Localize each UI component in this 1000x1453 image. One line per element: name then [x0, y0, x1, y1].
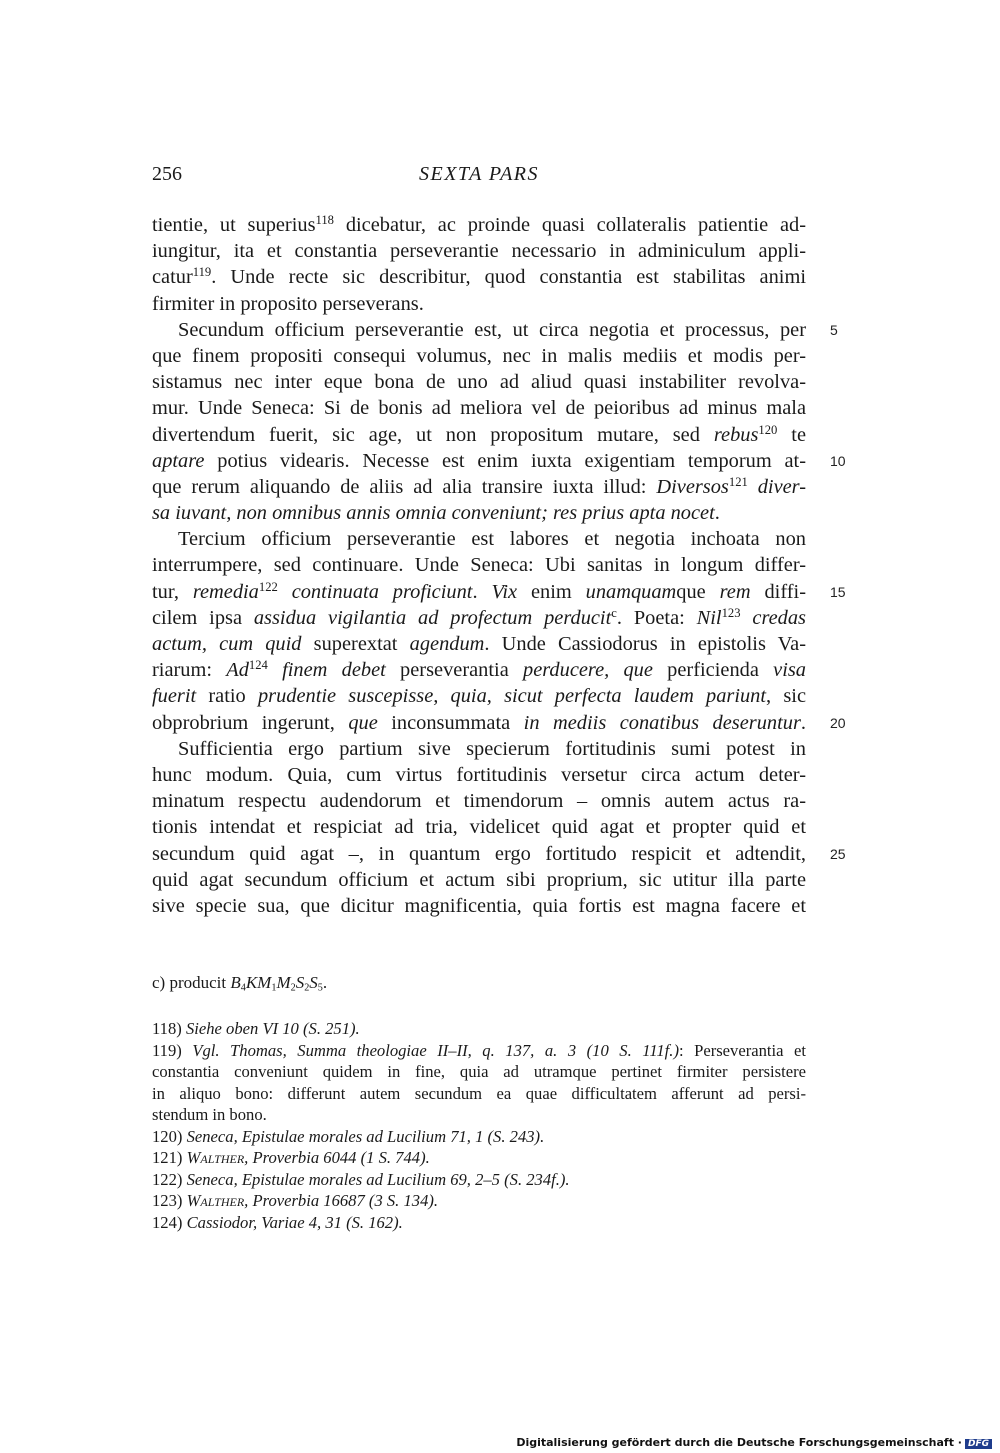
- text-run: 4: [240, 982, 246, 994]
- text-run: fuerit: [152, 685, 197, 708]
- text-run: divertendum fuerit, sic age, ut non propositum mutare, sed: [152, 423, 714, 446]
- text-run: secundum quid agat –, in quantum ergo fortitudo respicit et adtendit,: [152, 842, 806, 865]
- text-run: superextat: [301, 633, 410, 655]
- text-run: in aliquo bono: differunt autem secundum ea quae difficultatem afferunt ad persi-: [152, 1083, 806, 1103]
- text-line: [152, 395, 806, 421]
- text-run: que: [676, 580, 720, 603]
- text-run: .: [322, 973, 328, 992]
- text-run: finem debet: [267, 659, 386, 682]
- text-run: enim: [517, 580, 586, 603]
- text-run: que rerum aliquando de aliis ad alia transire iuxta illud:: [152, 475, 657, 498]
- text-line: [152, 736, 806, 762]
- text-run: B: [230, 973, 241, 992]
- text-run: : Perseverantia et: [678, 1040, 806, 1060]
- text-run: prudentie suscepisse, quia, sicut perfecta laudem pariunt: [257, 685, 767, 708]
- text-run: agendum: [409, 633, 485, 655]
- footnote: [152, 1212, 806, 1234]
- text-run: Walther: [186, 1148, 245, 1167]
- footnote-marker: 121: [728, 474, 748, 489]
- footnote: [152, 1190, 806, 1212]
- text-line: [152, 369, 806, 395]
- text-run: Siehe oben VI 10 (S. 251).: [185, 1019, 360, 1038]
- footnote-marker: 120: [758, 422, 778, 437]
- text-run: hunc modum. Quia, cum virtus fortitudinis versetur circa actum deter-: [152, 763, 806, 786]
- text-run: rebus: [713, 423, 759, 446]
- footnote-marker: 118: [315, 213, 334, 228]
- text-run: stendum in bono.: [152, 1105, 267, 1124]
- text-run: sistamus nec inter eque bona de uno ad aliud quasi instabiliter revolva-: [152, 371, 806, 394]
- text-line: [152, 474, 806, 500]
- running-title: SEXTA PARS: [419, 163, 539, 185]
- line-number: 15: [830, 583, 846, 600]
- text-run: tientie, ut superius: [152, 214, 316, 236]
- footnote-line: [152, 1147, 806, 1169]
- text-run: 121): [152, 1148, 187, 1167]
- text-run: quid agat secundum officium et actum sibi proprium, sic utitur illa parte: [152, 868, 806, 891]
- text-run: Walther: [186, 1191, 245, 1210]
- text-run: visa: [773, 659, 806, 682]
- text-run: credas: [740, 606, 806, 629]
- text-line: [152, 762, 806, 788]
- text-run: aptare: [152, 449, 205, 472]
- text-run: . Unde Cassiodorus in epistolis Va-: [484, 633, 806, 655]
- text-line: [152, 526, 806, 552]
- text-run: .: [714, 502, 720, 525]
- text-run: M: [276, 973, 291, 992]
- text-run: Sufficientia ergo partium sive specierum fortitudinis sumi potest in: [178, 737, 806, 760]
- text-line: [152, 893, 806, 919]
- text-run: Seneca, Epistulae morales ad Lucilium 71, 1 (S. 243).: [186, 1126, 545, 1146]
- text-run: Seneca, Epistulae morales ad Lucilium 69, 2–5 (S. 234f.).: [186, 1169, 570, 1189]
- footnote-line: [152, 1040, 806, 1062]
- line-number: 25: [830, 845, 846, 862]
- text-run: Cassiodor, Variae 4, 31 (S. 162).: [186, 1212, 403, 1232]
- text-line: [152, 710, 806, 736]
- text-run: 124): [152, 1212, 187, 1232]
- footnote-marker: c: [611, 605, 617, 620]
- footnote-line: [152, 1169, 806, 1191]
- text-run: . Unde recte sic describitur, quod constantia est stabilitas animi: [211, 266, 806, 289]
- text-run: cilem ipsa: [152, 606, 254, 629]
- text-run: , sic: [766, 685, 806, 708]
- line-number: 5: [830, 321, 838, 338]
- text-run: 120): [152, 1126, 187, 1146]
- text-run: remedia: [192, 580, 259, 603]
- text-run: tionis intendat et respiciat ad tria, videlicet quid agat et propter quid et: [152, 816, 806, 839]
- text-run: firmiter in proposito perseverans.: [152, 292, 424, 315]
- footnote-marker: 122: [258, 579, 278, 594]
- text-run: constantia conveniunt quidem in fine, quia ad utramque pertinet firmiter persistere: [152, 1062, 806, 1081]
- text-run: Tercium officium perseverantie est labores et negotia inchoata non: [178, 528, 806, 551]
- text-run: perducere, que: [523, 659, 653, 682]
- text-run: Nil: [696, 606, 722, 629]
- text-run: dicebatur, ac proinde quasi collateralis patientie ad-: [334, 214, 807, 236]
- text-run: minatum respectu audendorum et timendorum – omnis autem actus ra-: [152, 790, 806, 813]
- text-run: diffi-: [750, 580, 806, 603]
- text-run: 118): [152, 1019, 186, 1038]
- text-run: unamquam: [585, 580, 677, 603]
- page-number: 256: [152, 163, 182, 185]
- footnote: [152, 1040, 806, 1126]
- text-run: te: [777, 423, 806, 446]
- text-run: diver-: [747, 475, 806, 498]
- critical-apparatus: [152, 972, 806, 994]
- text-run: Secundum officium perseverantie est, ut circa negotia et processus, per: [178, 318, 806, 341]
- text-run: S: [309, 973, 318, 992]
- text-run: catur: [152, 266, 193, 289]
- footnote-line: [152, 1018, 806, 1040]
- text-run: assidua vigilantia ad profectum perducit: [253, 606, 612, 629]
- text-run: actum, cum quid: [152, 633, 302, 655]
- text-line: [152, 867, 806, 893]
- digitization-credit: [516, 1436, 992, 1449]
- credit-text: Digitalisierung gefördert durch die Deutsche Forschungsgemeinschaft ·: [516, 1436, 962, 1449]
- text-line: [152, 500, 806, 526]
- text-run: , Proverbia 16687 (3 S. 134).: [244, 1191, 439, 1210]
- main-text: [152, 212, 806, 919]
- footnote-line: [152, 1061, 806, 1083]
- text-run: sa iuvant, non omnibus annis omnia conveniunt; res prius apta nocet: [152, 502, 715, 525]
- text-run: rem: [719, 580, 751, 603]
- footnote-line: [152, 1212, 806, 1234]
- text-run: sive specie sua, que dicitur magnificentia, quia fortis est magna facere et: [152, 894, 806, 917]
- footnote-line: [152, 1126, 806, 1148]
- footnote-marker: 123: [721, 605, 741, 620]
- text-run: KM: [245, 973, 272, 992]
- text-run: Ad: [226, 659, 249, 682]
- text-run: potius videaris. Necesse est enim iuxta exigentiam temporum at-: [204, 449, 806, 472]
- text-line: [152, 579, 806, 605]
- footnote: [152, 1147, 806, 1169]
- text-line: [152, 631, 806, 657]
- text-run: iungitur, ita et constantia perseverantie necessario in adminiculum appli-: [152, 240, 806, 263]
- text-line: [152, 814, 806, 840]
- text-run: que: [348, 711, 378, 734]
- footnote: [152, 1126, 806, 1148]
- text-run: Vgl. Thomas, Summa theologiae II–II, q. 137, a. 3 (10 S. 111f.): [192, 1040, 679, 1060]
- footnotes: [152, 1018, 806, 1233]
- text-line: [152, 264, 806, 290]
- text-line: [152, 657, 806, 683]
- text-run: inconsummata: [377, 711, 524, 734]
- text-run: tur,: [152, 580, 193, 603]
- text-run: 1: [271, 982, 277, 994]
- text-run: Vix: [491, 580, 518, 603]
- text-run: . Poeta:: [616, 606, 697, 629]
- text-line: [152, 212, 806, 238]
- text-run: 2: [290, 982, 296, 994]
- dfg-logo: DFG: [965, 1439, 992, 1449]
- line-number: 10: [830, 452, 846, 469]
- text-run: mur. Unde Seneca: Si de bonis ad meliora vel de peioribus ad minus mala: [152, 397, 806, 420]
- footnote-marker: 119: [192, 265, 212, 280]
- text-run: Diversos: [656, 475, 729, 498]
- text-line: [152, 552, 806, 578]
- text-run: S: [295, 973, 305, 992]
- text-run: c) producit: [152, 973, 231, 992]
- text-line: [152, 238, 806, 264]
- text-run: riarum:: [152, 659, 227, 682]
- text-run: 123): [152, 1191, 187, 1210]
- text-run: 122): [152, 1169, 187, 1189]
- text-run: 2: [304, 982, 310, 994]
- text-run: 5: [317, 982, 323, 994]
- page-header: [152, 163, 806, 193]
- text-run: interrumpere, sed continuare. Unde Seneca: Ubi sanitas in longum differ-: [152, 554, 806, 577]
- footnote-marker: 124: [248, 658, 268, 673]
- text-line: [152, 683, 806, 709]
- footnote-line: [152, 1104, 806, 1126]
- text-line: [152, 448, 806, 474]
- text-run: perficienda: [652, 659, 774, 682]
- text-run: .: [800, 711, 806, 734]
- text-line: [152, 841, 806, 867]
- footnote: [152, 1169, 806, 1191]
- line-number: 20: [830, 714, 846, 731]
- apparatus-entry: [152, 972, 806, 994]
- footnote-line: [152, 1083, 806, 1105]
- text-run: continuata proficiunt: [277, 580, 473, 603]
- footnote: [152, 1018, 806, 1040]
- text-run: 119): [152, 1040, 193, 1060]
- text-line: [152, 788, 806, 814]
- text-run: in mediis conatibus deseruntur: [523, 711, 801, 734]
- text-line: [152, 291, 806, 317]
- text-line: [152, 605, 806, 631]
- text-run: obprobrium ingerunt,: [152, 711, 349, 734]
- text-run: ratio: [196, 685, 258, 708]
- text-line: [152, 343, 806, 369]
- text-run: .: [472, 580, 492, 603]
- text-run: que finem propositi consequi volumus, nec in malis mediis et modis per-: [152, 344, 806, 367]
- text-run: perseverantia: [385, 659, 523, 682]
- text-line: [152, 422, 806, 448]
- text-run: , Proverbia 6044 (1 S. 744).: [244, 1148, 430, 1167]
- footnote-line: [152, 1190, 806, 1212]
- text-line: [152, 317, 806, 343]
